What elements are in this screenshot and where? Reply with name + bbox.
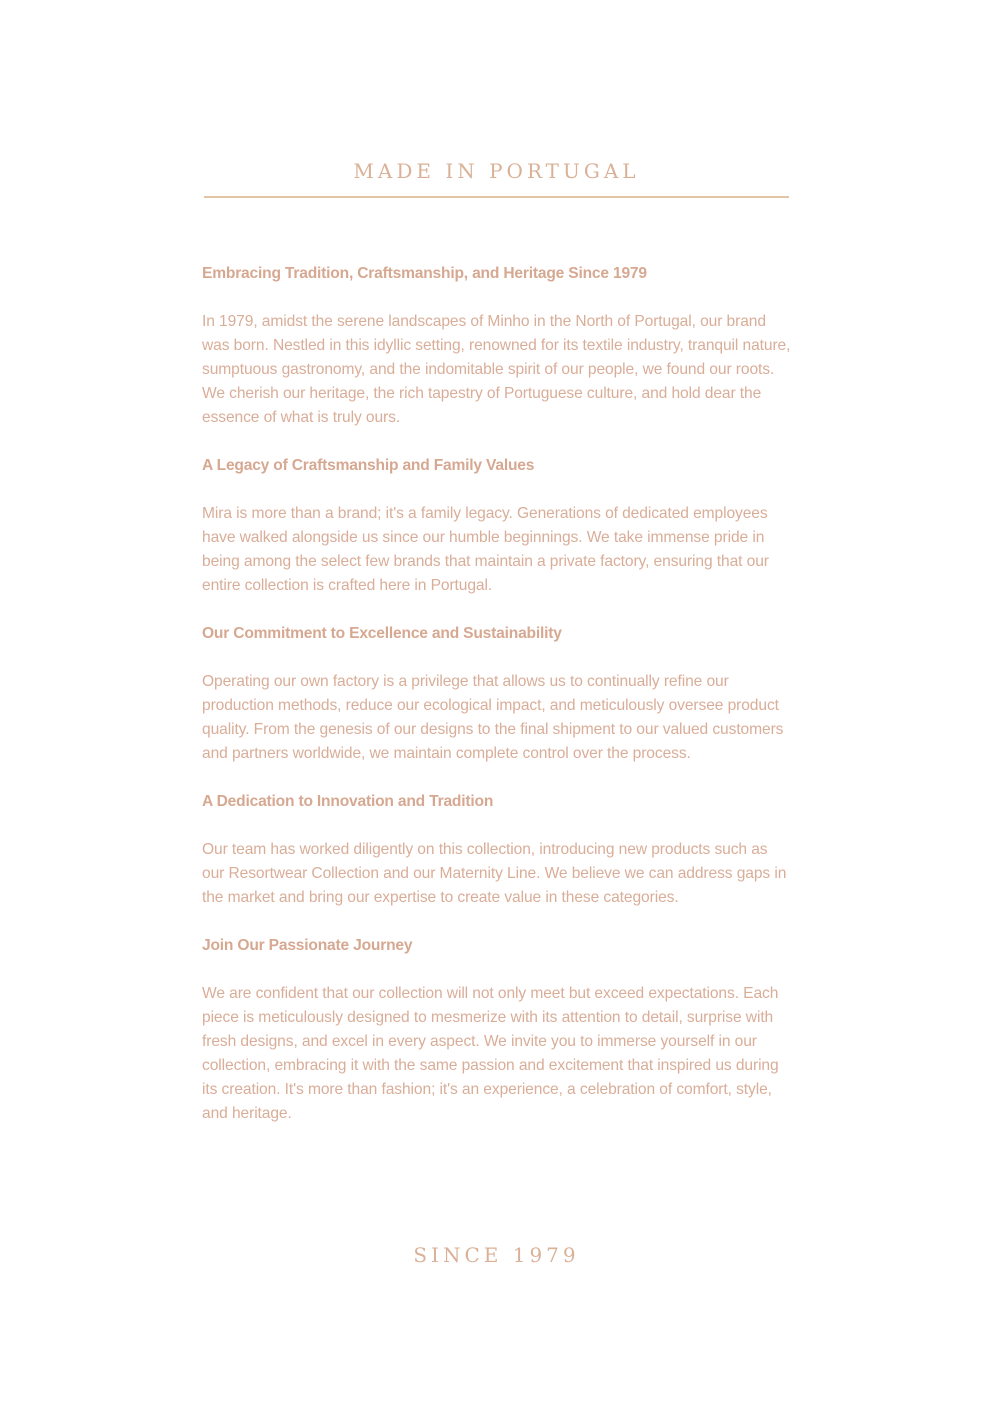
page-title: MADE IN PORTUGAL <box>353 159 640 183</box>
article-body <box>202 262 792 1150</box>
section-heading-journey: Join Our Passionate Journey <box>202 937 413 954</box>
section-heading-innovation: A Dedication to Innovation and Tradition <box>202 793 494 810</box>
section-heading-heritage: Embracing Tradition, Craftsmanship, and Heritage Since 1979 <box>202 265 647 282</box>
section-heading-legacy: A Legacy of Craftsmanship and Family Values <box>202 457 535 474</box>
section-paragraph-commitment: Operating our own factory is a privilege that allows us to continually refine our production methods, reduce our ecological impact, and meticulously oversee product quality. From the genesis of our designs to the final shipment to our valued customers and partners worldwide, we maintain complete control over the process. <box>202 673 784 762</box>
title-divider <box>204 196 789 198</box>
section-paragraph-heritage: In 1979, amidst the serene landscapes of Minho in the North of Portugal, our brand was born. Nestled in this idyllic setting, renowned for its textile industry, tranquil nature, sumptuous gastronomy, and the indomitable spirit of our people, we found our roots. We cherish our heritage, the rich tapestry of Portuguese culture, and hold dear the essence of what is truly ours. <box>202 313 791 426</box>
section-paragraph-legacy: Mira is more than a brand; it's a family legacy. Generations of dedicated employees have walked alongside us since our humble beginnings. We take immense pride in being among the select few brands that maintain a private factory, ensuring that our entire collection is crafted here in Portugal. <box>202 505 769 594</box>
section-paragraph-journey: We are confident that our collection will not only meet but exceed expectations. Each piece is meticulously designed to mesmerize with its attention to detail, surprise with fresh designs, and excel in every aspect. We invite you to immerse yourself in our collection, embracing it with the same passion and excitement that inspired us during its creation. It's more than fashion; it's an experience, a celebration of comfort, style, and heritage. <box>202 985 779 1122</box>
section-heading-commitment: Our Commitment to Excellence and Sustainability <box>202 625 562 642</box>
footer-since-mark: SINCE 1979 <box>413 1243 580 1267</box>
section-paragraph-innovation: Our team has worked diligently on this collection, introducing new products such as our Resortwear Collection and our Maternity Line. We believe we can address gaps in the market and bring our expertise to create value in these categories. <box>202 841 787 906</box>
